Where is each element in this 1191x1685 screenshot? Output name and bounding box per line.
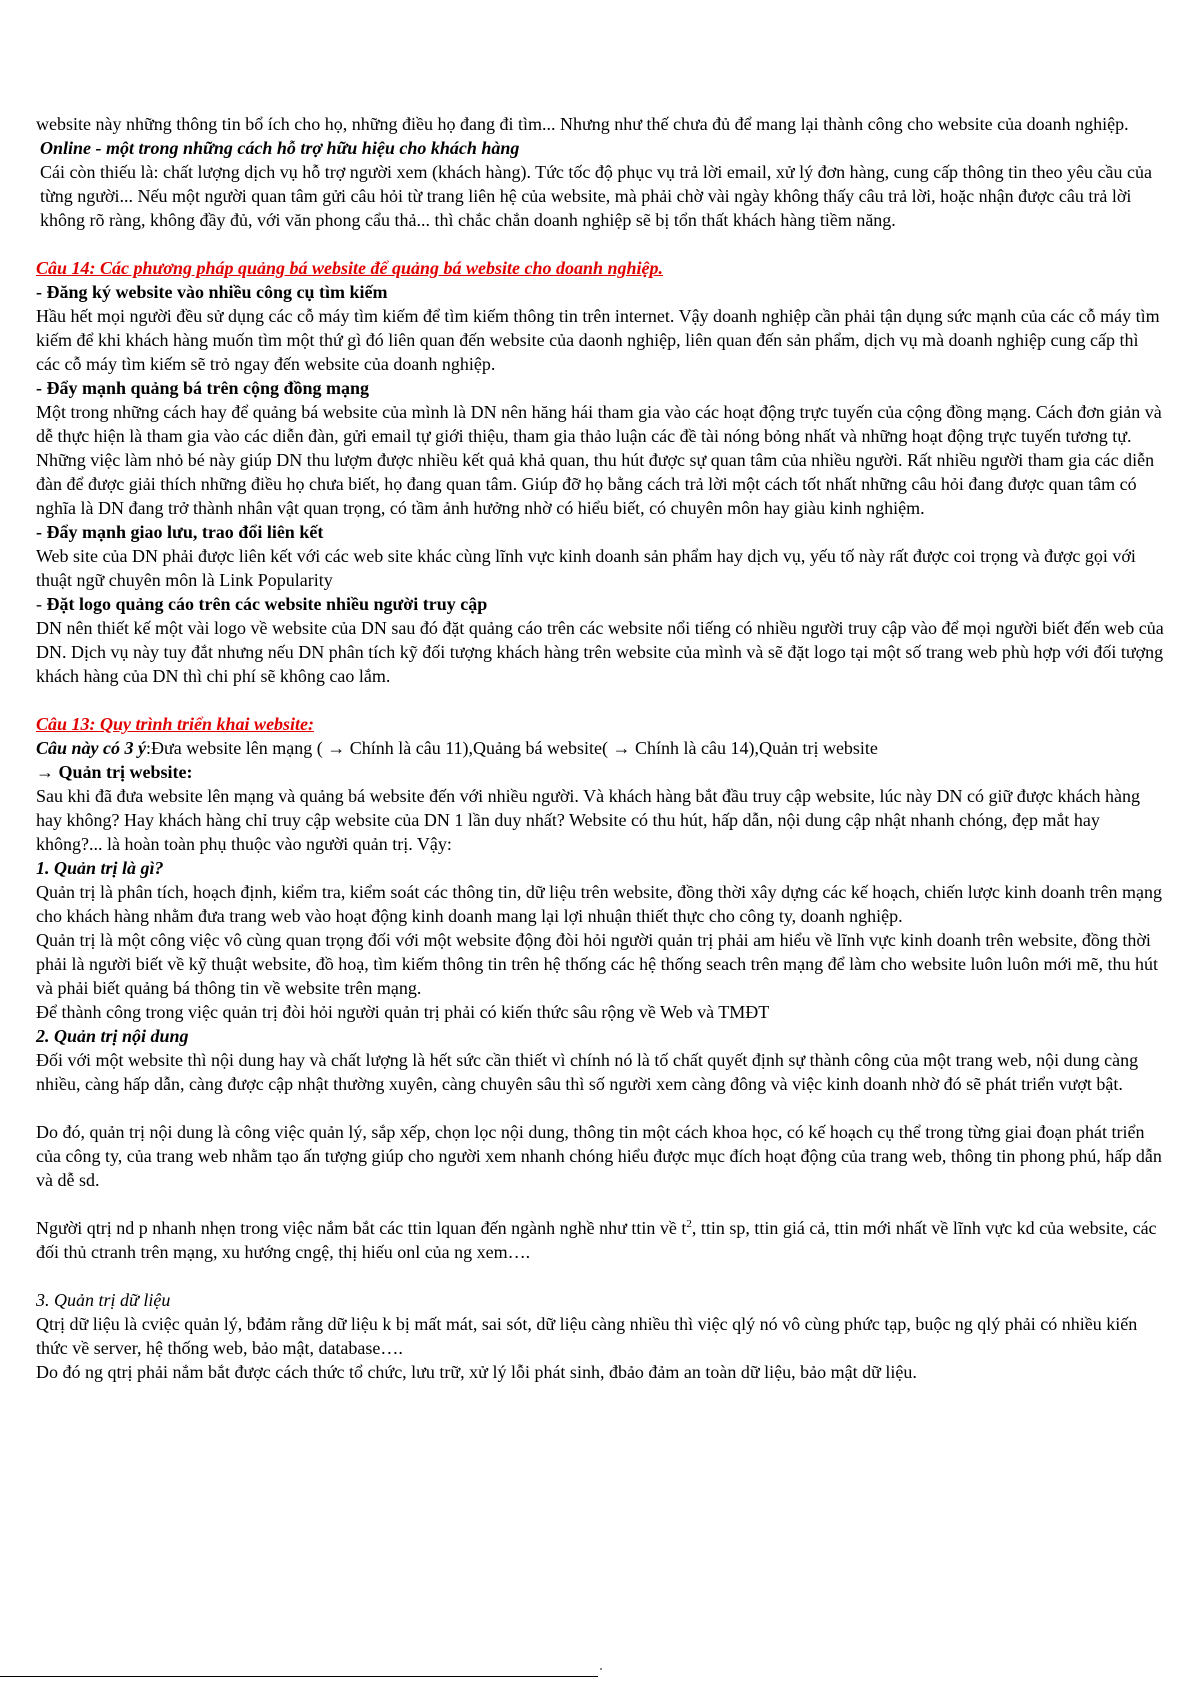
q14-heading-logo-ads <box>36 592 1166 616</box>
q14-heading-logo-prefix: - <box>36 594 47 614</box>
spacer <box>36 688 1166 712</box>
spacer <box>36 232 1166 256</box>
spacer <box>36 1264 1166 1288</box>
section-3-title: 3. Quản trị dữ liệu <box>36 1290 171 1310</box>
q13-summary <box>36 736 1166 760</box>
q14-paragraph-community: Một trong những cách hay để quảng bá website của mình là DN nên hăng hái tham gia vào các hoạt động trực tuyến của cộng đồng mạng. Cách đơn giản và dễ thực hiện là tham gia vào các diễn đàn, gửi email tự giới thiệu, tham gia thảo luận các đề tài nóng bỏng nhất và những hoạt động trực tuyến tương tự. Những việc làm nhỏ bé này giúp DN thu lượm được nhiều kết quả khả quan, thu hút được sự quan tâm của nhiều người. Rất nhiều người tham gia các diễn đàn để được giải thích những điều họ chưa biết, họ đang quan tâm. Giúp đỡ họ bằng cách trả lời một cách tốt nhất những câu hỏi đang được quan tâm có nghĩa là DN đang trở thành nhân vật quan trọng, có tầm ảnh hưởng nhờ có hiểu biết, có chuyên môn hay giàu kinh nghiệm. <box>36 402 1162 518</box>
q13-title: Câu 13: Quy trình triển khai website: <box>36 714 315 734</box>
q14-heading-links: - Đẩy mạnh giao lưu, trao đổi liên kết <box>36 522 324 542</box>
section-1-paragraph-2: Quản trị là một công việc vô cùng quan trọng đối với một website động đòi hỏi người quản trị phải am hiểu về lĩnh vực kinh doanh trên website, đồng thời phải là người biết về kỹ thuật website, đồ hoạ, tìm kiếm thông tin trên hệ thống các hệ thống seach trên mạng để làm cho website luôn luôn mới mẽ, thu hút và phải biết quảng bá thông tin về website trên mạng. <box>36 930 1159 998</box>
section-2-paragraph-1: Đối với một website thì nội dung hay và chất lượng là hết sức cần thiết vì chính nó là tố chất quyết định sự thành công của một trang web, nội dung càng nhiều, càng hấp dẫn, càng được cập nhật thường xuyên, càng chuyên sâu thì số người xem càng đông và việc kinh doanh nhờ đó sẽ phát triển vượt bật. <box>36 1050 1139 1094</box>
section-3-paragraph-2: Do đó ng qtrị phải nắm bắt được cách thức tổ chức, lưu trữ, xử lý lỗi phát sinh, đbảo đảm an toàn dữ liệu, bảo mật dữ liệu. <box>36 1362 917 1382</box>
section-2-paragraph-3-a: Người qtrị nd p nhanh nhẹn trong việc nắm bắt các ttin lquan đến ngành nghề như ttin về t <box>36 1218 687 1238</box>
section-1-paragraph-3: Để thành công trong việc quản trị đòi hỏi người quản trị phải có kiến thức sâu rộng về Web và TMĐT <box>36 1002 770 1022</box>
q13-admin-paragraph: Sau khi đã đưa website lên mạng và quảng bá website đến với nhiều người. Và khách hàng bắt đầu truy cập website, lúc này DN có giữ được khách hàng hay không? Hay khách hàng chỉ truy cập website của DN 1 lần duy nhất? Website có thu hút, hấp dẫn, nội dung cập nhật nhanh chóng, đẹp mắt hay không?... là hoàn toàn phụ thuộc vào người quản trị. Vậy: <box>36 786 1140 854</box>
q14-title: Câu 14: Các phương pháp quảng bá website để quảng bá website cho doanh nghiệp. <box>36 258 664 278</box>
section-2-paragraph-3 <box>36 1216 1166 1264</box>
spacer <box>36 1096 1166 1120</box>
q13-summary-mid-1: Chính là câu 11),Quảng bá website( <box>345 738 613 758</box>
q14-paragraph-logo-ads: DN nên thiết kế một vài logo về website của DN sau đó đặt quảng cáo trên các website nổi tiếng có nhiều người truy cập vào để mọi người biết đến web của DN. Dịch vụ này tuy đắt nhưng nếu DN phân tích kỹ đối tượng khách hàng trên website của mình và sẽ đặt logo tại một số trang web phù hợp với đối tượng khách hàng của DN thì chi phí sẽ không cao lắm. <box>36 618 1164 686</box>
q13-summary-text: :Đưa website lên mạng ( <box>146 738 328 758</box>
q13-admin-heading-text: Quản trị website: <box>54 762 193 782</box>
arrow-right-icon: → <box>36 762 54 782</box>
section-1-title: 1. Quản trị là gì? <box>36 858 164 878</box>
section-2-title: 2. Quản trị nội dung <box>36 1026 189 1046</box>
q13-summary-mid-2: Chính là câu 14),Quản trị website <box>630 738 878 758</box>
document-body <box>36 112 1166 1384</box>
section-1-paragraph-1: Quản trị là phân tích, hoạch định, kiểm tra, kiểm soát các thông tin, dữ liệu trên website, đồng thời xây dựng các kế hoạch, chiến lược kinh doanh trên mạng cho khách hàng nhằm đưa trang web vào hoạt động kinh doanh mang lại lợi nhuận thiết thực cho công ty, doanh nghiệp. <box>36 882 1162 926</box>
q14-heading-logo-text: Đặt logo quảng cáo trên các website nhiều người truy cập <box>46 594 488 614</box>
intro-paragraph-2: Cái còn thiếu là: chất lượng dịch vụ hỗ trợ người xem (khách hàng). Tức tốc độ phục vụ trả lời email, xử lý đơn hàng, cung cấp thông tin theo yêu cầu của từng người... Nếu một người quan tâm gửi câu hỏi từ trang liên hệ của website, mà phải chờ vài ngày không thấy câu trả lời, hoặc nhận được câu trả lời không rõ ràng, không đầy đủ, với văn phong cẩu thả... thì chắc chắn doanh nghiệp sẽ bị tổn thất khách hàng tiềm năng. <box>40 162 1153 230</box>
footer-divider <box>0 1676 598 1677</box>
online-support-heading: Online - một trong những cách hỗ trợ hữu hiệu cho khách hàng <box>40 138 520 158</box>
arrow-right-icon: → <box>327 738 346 758</box>
arrow-right-icon: → <box>612 738 631 758</box>
section-2-paragraph-2: Do đó, quản trị nội dung là công việc quản lý, sắp xếp, chọn lọc nội dung, thông tin một cách khoa học, có kế hoạch cụ thể trong từng giai đoạn phát triển của công ty, của trang web nhằm tạo ấn tượng giúp cho người xem nhanh chóng hiểu được mục đích hoạt động của trang web, thông tin phong phú, hấp dẫn và dễ sd. <box>36 1122 1162 1190</box>
q14-paragraph-links: Web site của DN phải được liên kết với các web site khác cùng lĩnh vực kinh doanh sản phẩm hay dịch vụ, yếu tố này rất được coi trọng và được gọi với thuật ngữ chuyên môn là Link Popularity <box>36 546 1136 590</box>
intro-paragraph: website này những thông tin bổ ích cho họ, những điều họ đang đi tìm... Nhưng như thế chưa đủ để mang lại thành công cho website của doanh nghiệp. <box>36 114 1129 134</box>
q13-admin-heading <box>36 760 1166 784</box>
spacer <box>36 1192 1166 1216</box>
q14-heading-search-engines: - Đăng ký website vào nhiều công cụ tìm kiếm <box>36 282 388 302</box>
footer-mark <box>600 1668 602 1670</box>
superscript: 2 <box>686 1218 692 1230</box>
q13-summary-label: Câu này có 3 ý <box>36 738 146 758</box>
section-3-paragraph-1: Qtrị dữ liệu là cviệc quản lý, bđảm rằng dữ liệu k bị mất mát, sai sót, dữ liệu càng nhiều thì việc qlý nó vô cùng phức tạp, buộc ng qlý phải có nhiều kiến thức về server, hệ thống web, bảo mật, database…. <box>36 1314 1138 1358</box>
q14-heading-community: - Đẩy mạnh quảng bá trên cộng đồng mạng <box>36 378 370 398</box>
q14-paragraph-search-engines: Hầu hết mọi người đều sử dụng các cỗ máy tìm kiếm để tìm kiếm thông tin trên internet. Vậy doanh nghiệp cần phải tận dụng sức mạnh của các cỗ máy tìm kiếm để khi khách hàng muốn tìm một thứ gì đó liên quan đến website của daonh nghiệp, liên quan đến sản phẩm, dịch vụ mà doanh nghiệp cung cấp thì các cỗ máy tìm kiếm sẽ trỏ ngay đến website của doanh nghiệp. <box>36 306 1160 374</box>
section-2-paragraph-3-b: , ttin sp, ttin giá cả, ttin mới nhất về lĩnh vực kd của website, các đối thủ ctranh trên mạng, xu hướng cngệ, thị hiếu onl của ng xem…. <box>36 1218 1157 1262</box>
